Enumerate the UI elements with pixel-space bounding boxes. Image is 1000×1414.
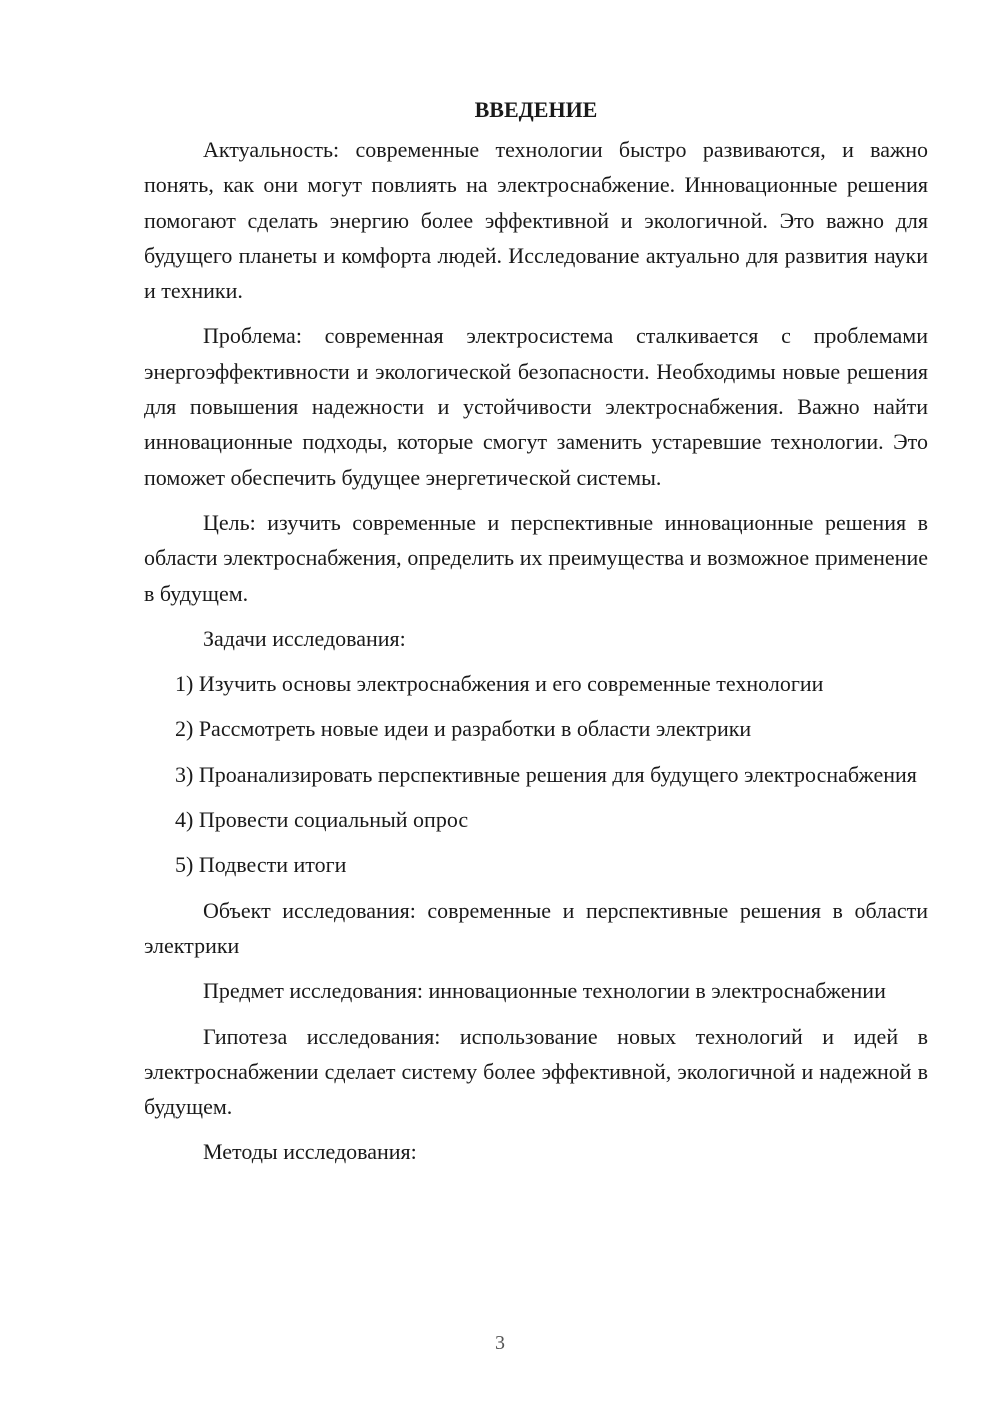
paragraph-problem: Проблема: современная электросистема сталкивается с проблемами энергоэффективности и экологической безопасности. Необходимы новые решения для повышения надежности и устойчивости электроснабжения. Важно найти инновационные подходы, которые смогут заменить устаревшие технологии. Это поможет обеспечить будущее энергетической системы. (144, 323, 928, 490)
task-item-3: 3) Проанализировать перспективные решения для будущего электроснабжения (175, 761, 917, 787)
paragraph-relevance: Актуальность: современные технологии быстро развиваются, и важно понять, как они могут повлиять на электроснабжение. Инновационные решения помогают сделать энергию более эффективной и экологичной. Это важно для будущего планеты и комфорта людей. Исследование актуально для развития науки и техники. (144, 137, 928, 304)
paragraph-goal: Цель: изучить современные и перспективные инновационные решения в области электроснабжения, определить их преимущества и возможное применение в будущем. (144, 509, 928, 606)
task-item-4: 4) Провести социальный опрос (175, 807, 469, 833)
page-number: 3 (495, 1332, 505, 1354)
paragraph-subject: Предмет исследования: инновационные технологии в электроснабжении (203, 978, 886, 1004)
tasks-heading: Задачи исследования: (203, 625, 406, 651)
paragraph-object: Объект исследования: современные и перспективные решения в области электрики (144, 897, 928, 958)
task-item-2: 2) Рассмотреть новые идеи и разработки в области электрики (175, 716, 752, 742)
task-item-1: 1) Изучить основы электроснабжения и его современные технологии (175, 671, 824, 697)
task-item-5: 5) Подвести итоги (175, 852, 347, 878)
section-title: ВВЕДЕНИЕ (474, 97, 598, 122)
methods-heading: Методы исследования: (203, 1139, 417, 1165)
document-page (144, 92, 928, 1180)
paragraph-hypothesis: Гипотеза исследования: использование новых технологий и идей в электроснабжении сделает систему более эффективной, экологичной и надежной в будущем. (144, 1023, 928, 1120)
